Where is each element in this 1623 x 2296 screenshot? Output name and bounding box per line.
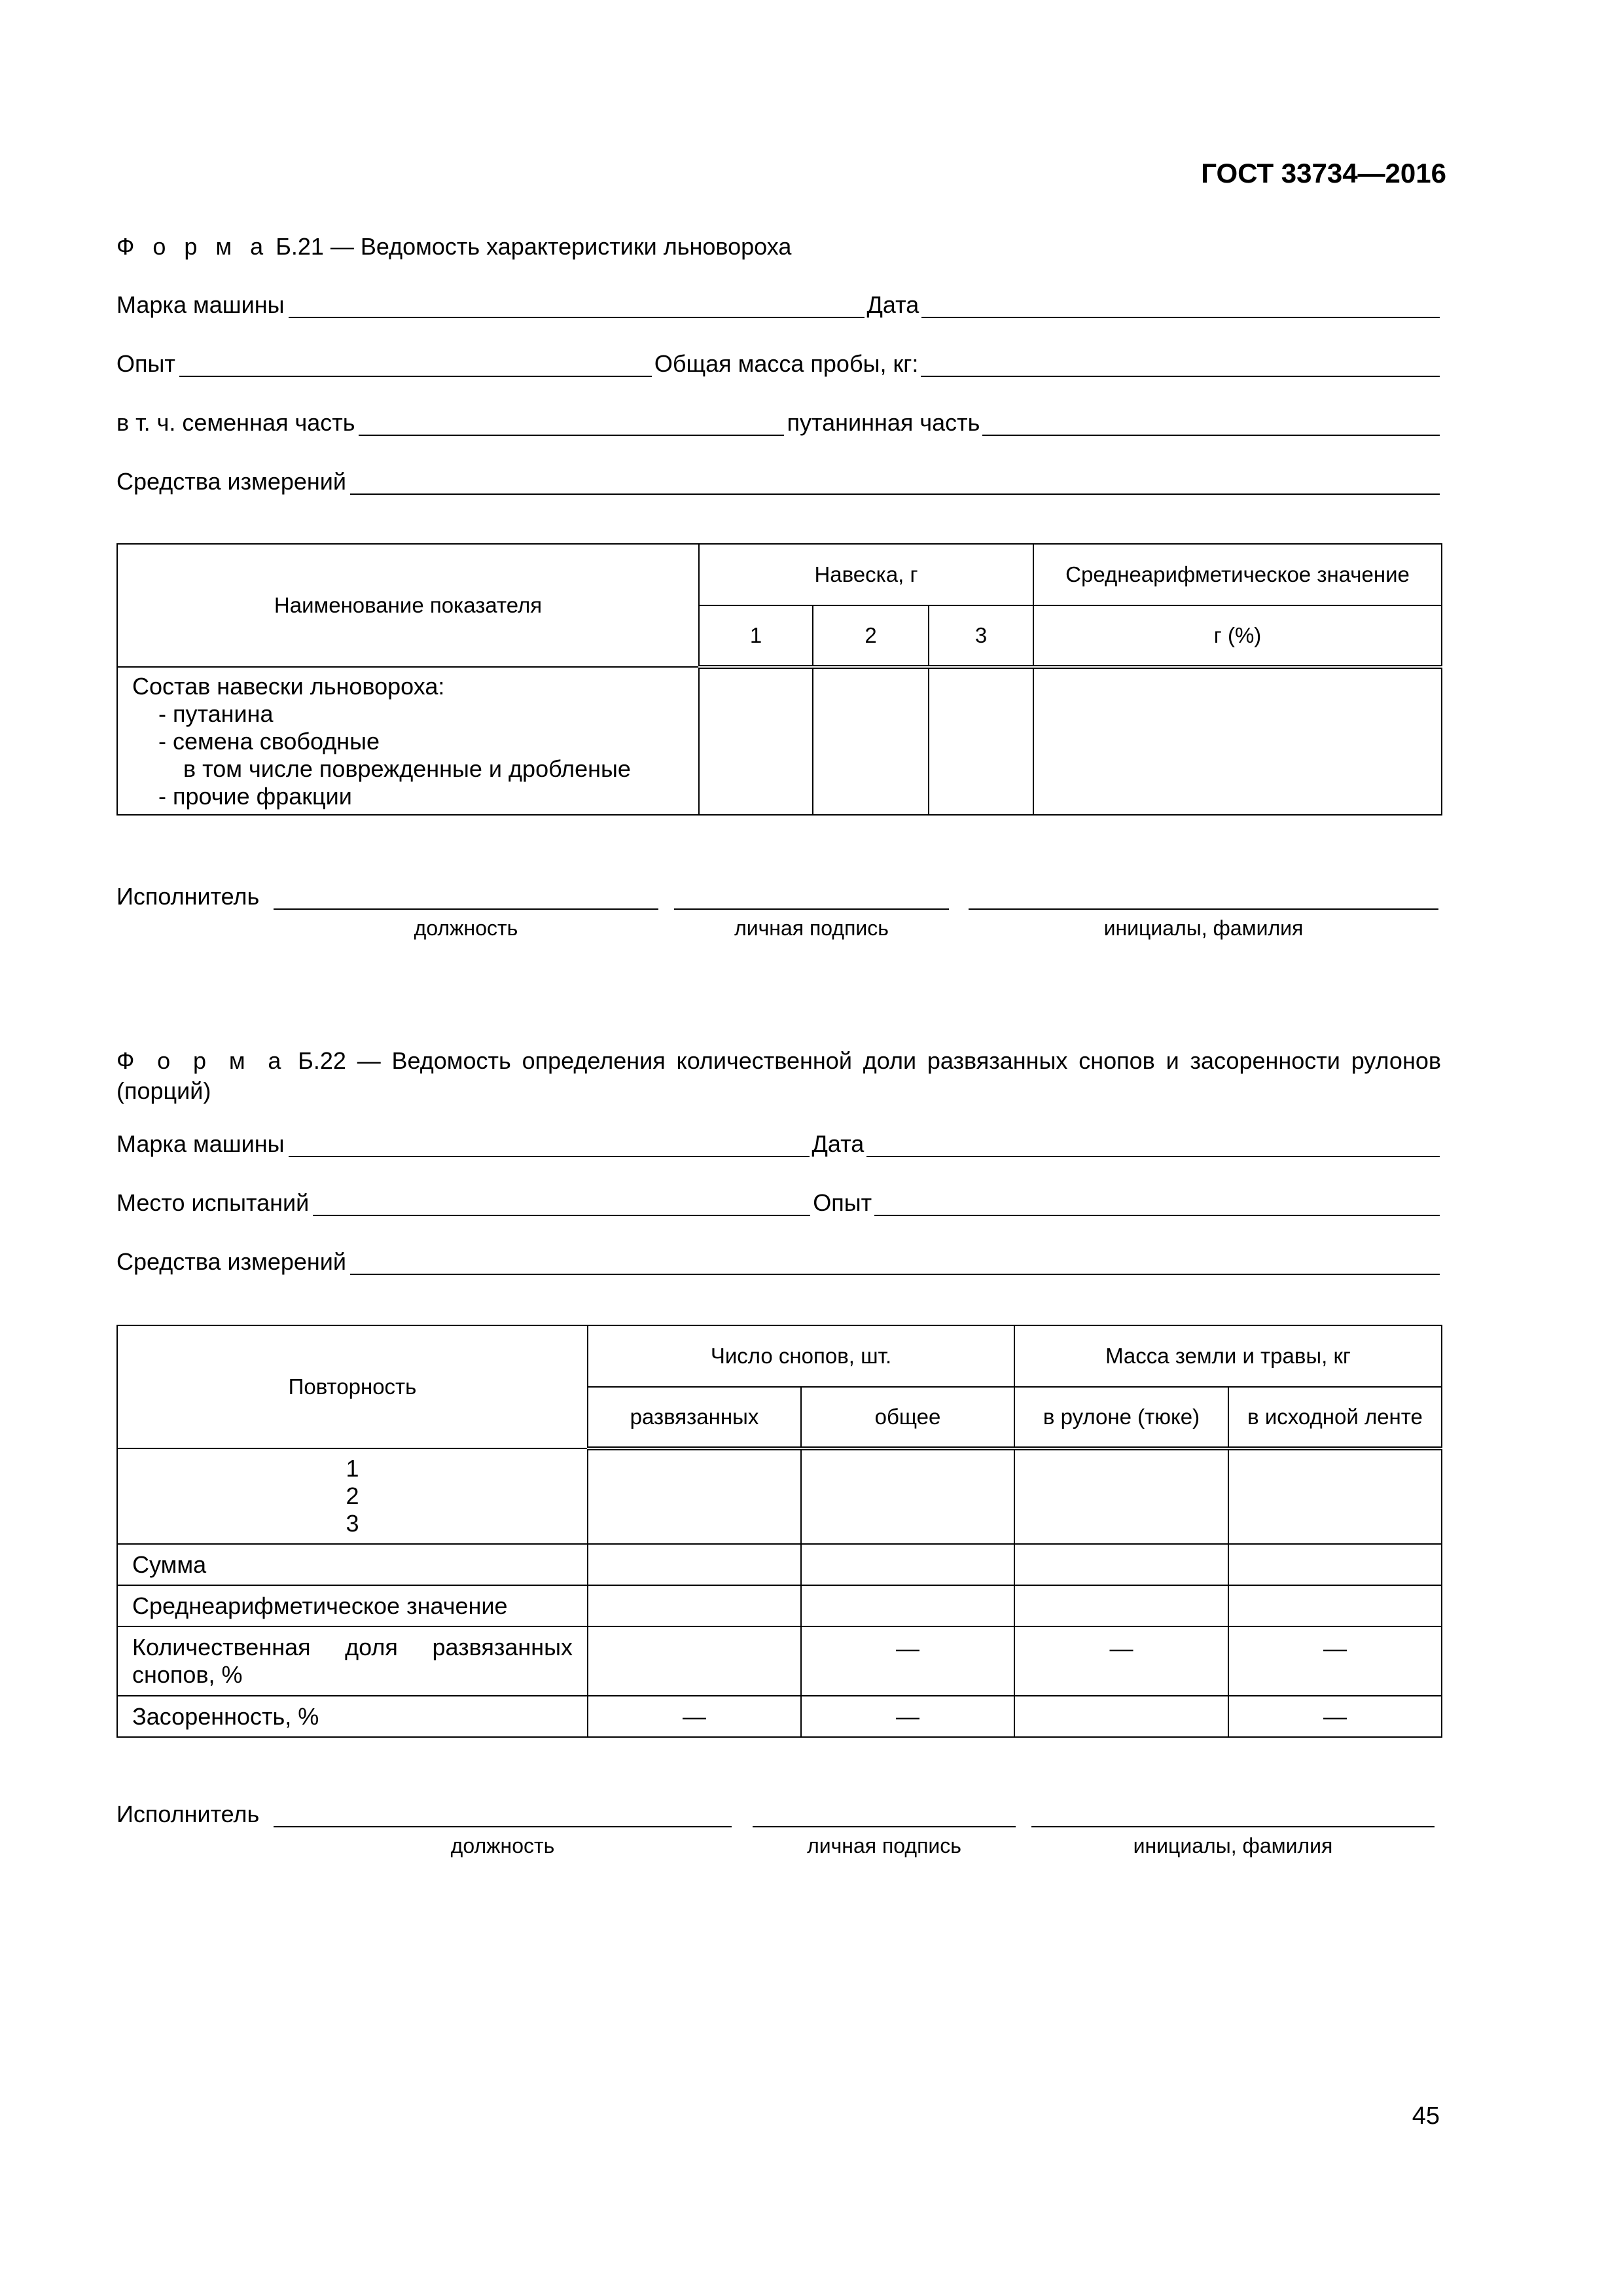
- machine-field[interactable]: [289, 292, 865, 318]
- machine-label: Марка машины: [116, 291, 285, 318]
- th-roll: в рулоне (тюке): [1014, 1387, 1228, 1448]
- value-cell[interactable]: [1014, 1696, 1228, 1737]
- value-cell[interactable]: [1014, 1544, 1228, 1585]
- th-sample-1: 1: [699, 605, 813, 667]
- place-label: Место испытаний: [116, 1189, 310, 1216]
- total-mass-label: Общая масса пробы, кг:: [654, 350, 919, 377]
- instruments-field[interactable]: [350, 1249, 1440, 1275]
- machine-field[interactable]: [289, 1131, 810, 1157]
- table-row: [117, 1448, 588, 1544]
- value-cell[interactable]: [588, 1626, 801, 1696]
- position-field[interactable]: [274, 1801, 732, 1827]
- value-cell[interactable]: [1228, 1448, 1442, 1544]
- experiment-field[interactable]: [179, 351, 652, 377]
- th-sample: Навеска, г: [699, 544, 1033, 605]
- value-cell[interactable]: [1228, 1544, 1442, 1585]
- row-mean-label: Среднеарифметическое значение: [117, 1585, 588, 1626]
- instruments-label: Средства измерений: [116, 468, 347, 495]
- date-field[interactable]: [921, 292, 1440, 318]
- seed-part-field[interactable]: [359, 410, 784, 436]
- date-label: Дата: [866, 291, 919, 318]
- date-field[interactable]: [866, 1131, 1440, 1157]
- th-untied: развязанных: [588, 1387, 801, 1448]
- form21-title-prefix: Ф о р м а: [116, 233, 270, 260]
- value-cell[interactable]: [801, 1544, 1014, 1585]
- list-item: в том числе поврежденные и дробленые: [183, 755, 631, 782]
- form22-title: [116, 1046, 1441, 1106]
- tangle-part-label: путанинная часть: [787, 409, 980, 436]
- value-cell[interactable]: [588, 1544, 801, 1585]
- experiment-label: Опыт: [116, 350, 175, 377]
- caption-position: должность: [450, 1834, 555, 1857]
- form21-title-text: Б.21 — Ведомость характеристики льновороха: [276, 233, 792, 260]
- form21-fields: [116, 288, 1440, 504]
- executor-label: Исполнитель: [116, 883, 260, 910]
- dash-cell: —: [588, 1696, 801, 1737]
- value-cell[interactable]: [1014, 1448, 1228, 1544]
- table-row: [117, 667, 699, 815]
- value-cell[interactable]: [588, 1585, 801, 1626]
- th-sample-3: 3: [929, 605, 1033, 667]
- caption-signature: личная подпись: [734, 916, 889, 940]
- instruments-field[interactable]: [350, 469, 1440, 495]
- form21-title: [116, 232, 791, 262]
- position-field[interactable]: [274, 884, 658, 910]
- th-total: общее: [801, 1387, 1014, 1448]
- repeat-number: 3: [346, 1510, 359, 1537]
- value-cell[interactable]: [588, 1448, 801, 1544]
- place-field[interactable]: [313, 1190, 810, 1216]
- caption-signature: личная подпись: [807, 1834, 961, 1857]
- th-ribbon: в исходной ленте: [1228, 1387, 1442, 1448]
- list-item: - путанина: [158, 700, 274, 727]
- caption-position: должность: [414, 916, 518, 940]
- form22-title-text: Б.22 — Ведомость определения количественной доли развязанных снопов и засоренности рулонов (порций): [116, 1047, 1441, 1104]
- page-number: 45: [1412, 2102, 1440, 2130]
- th-sheaves: Число снопов, шт.: [588, 1325, 1014, 1387]
- form21-signature: [116, 881, 1440, 960]
- value-cell[interactable]: [813, 667, 929, 815]
- repeat-number: 1: [346, 1455, 359, 1482]
- dash-cell: —: [1228, 1696, 1442, 1737]
- total-mass-field[interactable]: [921, 351, 1440, 377]
- executor-label: Исполнитель: [116, 1801, 260, 1827]
- th-mass: Масса земли и травы, кг: [1014, 1325, 1442, 1387]
- experiment-label: Опыт: [813, 1189, 872, 1216]
- value-cell[interactable]: [699, 667, 813, 815]
- name-field[interactable]: [1031, 1801, 1435, 1827]
- signature-field[interactable]: [753, 1801, 1016, 1827]
- th-sample-2: 2: [813, 605, 929, 667]
- machine-label: Марка машины: [116, 1130, 285, 1157]
- list-item: - семена свободные: [158, 728, 380, 755]
- dash-cell: —: [801, 1696, 1014, 1737]
- date-label: Дата: [812, 1130, 865, 1157]
- value-cell[interactable]: [1014, 1585, 1228, 1626]
- form22-signature: [116, 1799, 1440, 1877]
- th-mean: Среднеарифметическое значение: [1033, 544, 1442, 605]
- value-cell[interactable]: [801, 1448, 1014, 1544]
- value-cell[interactable]: [1228, 1585, 1442, 1626]
- caption-name: инициалы, фамилия: [1103, 916, 1304, 940]
- signature-field[interactable]: [674, 884, 949, 910]
- dash-cell: —: [1014, 1626, 1228, 1696]
- form21-table: [116, 543, 1442, 816]
- experiment-field[interactable]: [874, 1190, 1440, 1216]
- list-item: - прочие фракции: [158, 783, 352, 810]
- value-cell[interactable]: [1033, 667, 1442, 815]
- form22-table: [116, 1325, 1442, 1738]
- row-share-label: Количественная доля развязанных снопов, %: [117, 1626, 588, 1696]
- value-cell[interactable]: [801, 1585, 1014, 1626]
- instruments-label: Средства измерений: [116, 1248, 347, 1275]
- list-item: Состав навески льновороха:: [132, 673, 445, 700]
- name-field[interactable]: [969, 884, 1438, 910]
- row-weed-label: Засоренность, %: [117, 1696, 588, 1737]
- standard-code: ГОСТ 33734—2016: [1201, 158, 1446, 188]
- dash-cell: —: [1228, 1626, 1442, 1696]
- th-indicator: Наименование показателя: [117, 544, 699, 667]
- form22-title-prefix: Ф о р м а: [116, 1047, 287, 1074]
- dash-cell: —: [801, 1626, 1014, 1696]
- seed-part-label: в т. ч. семенная часть: [116, 409, 355, 436]
- th-repeat: Повторность: [117, 1325, 588, 1448]
- repeat-number: 2: [346, 1482, 359, 1509]
- caption-name: инициалы, фамилия: [1133, 1834, 1333, 1857]
- form22-fields: [116, 1127, 1440, 1284]
- row-sum-label: Сумма: [117, 1544, 588, 1585]
- th-unit: г (%): [1033, 605, 1442, 667]
- value-cell[interactable]: [929, 667, 1033, 815]
- tangle-part-field[interactable]: [982, 410, 1440, 436]
